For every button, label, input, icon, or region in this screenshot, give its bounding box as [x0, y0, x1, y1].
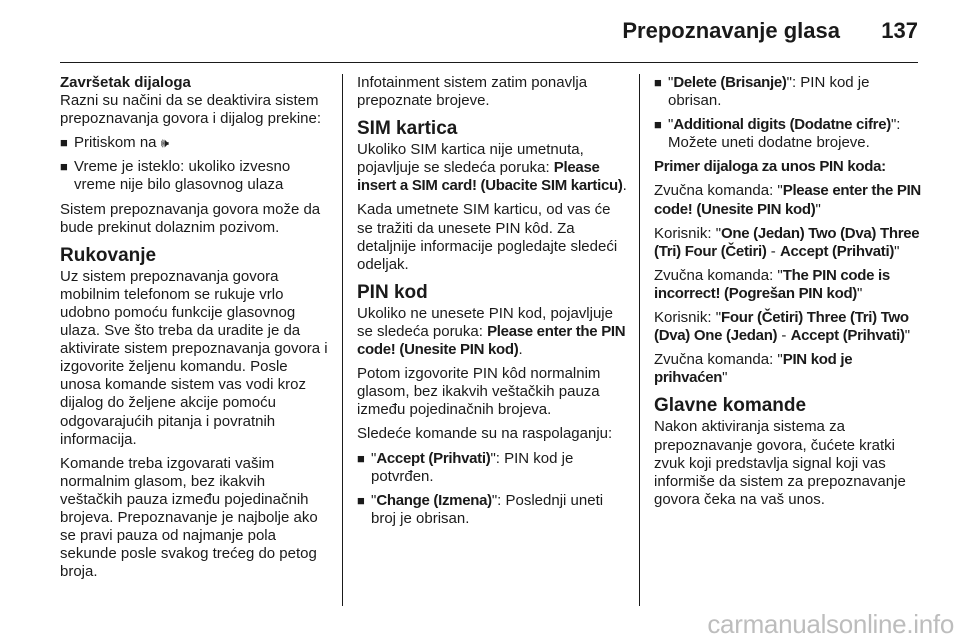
bullet-icon: ■: [654, 75, 662, 90]
list-item: [60, 134, 330, 152]
commands-list: [357, 450, 627, 528]
quote-mark: ": [894, 242, 900, 260]
speaker-label: Zvučna komanda:: [654, 266, 778, 284]
list-item: [60, 158, 330, 194]
dialog-line-voice: [654, 351, 924, 387]
command-description: : Poslednji uneti broj je obrisan.: [371, 491, 604, 527]
column-divider: [342, 74, 343, 606]
quote-mark: ": [786, 74, 792, 91]
paragraph-glavne: Nakon aktiviranja sistema za prepoznavanje govora, čućete kratki zvuk koji predstavlja signal koji vas informiše da sistem za prepoznavanje govora čeka na vaš unos.: [654, 418, 906, 508]
bullet-icon: ■: [654, 117, 662, 133]
dialog-text: One (Jedan) Two (Dva) Three (Tri) Four (Četiri): [654, 224, 920, 260]
voice-button-icon: 🕪: [160, 135, 169, 151]
dialog-text: Please enter the PIN code! (Unesite PIN kod): [654, 182, 921, 218]
command-name: Accept (Prihvati): [376, 449, 491, 467]
command-description: : Možete uneti dodatne brojeve.: [668, 116, 901, 152]
message-text: Please insert a SIM card! (Ubacite SIM karticu): [357, 159, 623, 195]
heading-glavne-komande: Glavne komande: [654, 395, 807, 417]
bullet-icon: ■: [357, 450, 365, 466]
column-2: [357, 74, 627, 534]
heading-rukovanje: Rukovanje: [60, 244, 157, 266]
page-header: [60, 0, 918, 60]
column-1: [60, 74, 330, 587]
separator: -: [766, 242, 780, 260]
quote-mark: ": [777, 182, 783, 200]
dialog-accept: Accept (Prihvati): [790, 327, 905, 345]
dialog-line-user: [654, 225, 924, 261]
command-name: Change (Izmena): [376, 491, 492, 509]
command-description: : PIN kod je potvrđen.: [371, 449, 574, 485]
bullet-icon: ■: [357, 492, 365, 508]
quote-mark: ": [722, 369, 728, 387]
quote-mark: ": [857, 284, 863, 302]
list-item: [357, 492, 627, 528]
page-number: 137: [881, 18, 918, 43]
dialog-text: The PIN code is incorrect! (Pogrešan PIN kod): [654, 266, 890, 302]
speaker-label: Korisnik:: [654, 224, 716, 242]
dialog-text: PIN kod je prihvaćen: [654, 351, 853, 387]
watermark: carmanualsonline.info: [707, 609, 954, 639]
deactivation-list: [60, 134, 330, 194]
message-text: Please enter the PIN code! (Unesite PIN kod): [357, 322, 626, 359]
quote-mark: ": [777, 266, 783, 284]
dialog-line-voice: [654, 267, 924, 303]
command-name: Additional digits (Dodatne cifre): [673, 116, 891, 134]
paragraph-repeat: Infotainment sistem zatim ponavlja prepoznate brojeve.: [357, 74, 588, 110]
dialog-text: Four (Četiri) Three (Tri) Two (Dva) One (Jedan): [654, 309, 909, 345]
separator: -: [777, 327, 791, 345]
speaker-label: Zvučna komanda:: [654, 351, 778, 369]
dialog-line-user: [654, 309, 924, 345]
text-run: .: [622, 177, 627, 195]
paragraph-rukovanje-1: Uz sistem prepoznavanja govora mobilnim telefonom se rukuje vrlo udobno pomoću funkcije glasovnog ulaza. Sve što treba da uradite je da aktivirate sistem prepoznavanja govora i izgovorite željenu komandu. Posle unosa komande sistem vas vodi kroz dijalog do željene akcije pomoću odgovarajućih pitanja i povratnih informacija.: [60, 267, 328, 448]
paragraph-sim-1: [357, 141, 627, 195]
list-item: [654, 116, 924, 152]
paragraph-pin-2: Potom izgovorite PIN kôd normalnim glasom, bez ikakvih veštačkih pauza između pojedinačnih brojeva.: [357, 365, 601, 419]
column-3: [654, 74, 924, 515]
header-title: Prepoznavanje glasa: [622, 18, 840, 43]
quote-mark: ": [815, 200, 821, 218]
text-run: .: [518, 341, 523, 359]
command-name: Delete (Brisanje): [673, 74, 787, 91]
list-item: [654, 74, 924, 110]
quote-mark: ": [715, 309, 722, 327]
dialog-line-voice: [654, 182, 924, 218]
quote-mark: ": [777, 351, 783, 369]
text-run: Ukoliko SIM kartica nije umetnuta, pojavljuje se sledeća poruka:: [357, 141, 584, 177]
paragraph-deactivation-intro: Razni su načini da se deaktivira sistem prepoznavanja govora i dijalog prekine:: [60, 92, 322, 128]
paragraph-interrupt: Sistem prepoznavanja govora može da bude prekinut dolaznim pozivom.: [60, 200, 321, 236]
heading-pin-kod: PIN kod: [357, 281, 428, 303]
quote-mark: ": [904, 327, 911, 345]
quote-mark: ": [371, 491, 377, 509]
speaker-label: Korisnik:: [654, 309, 716, 327]
command-description: : PIN kod je obrisan.: [668, 74, 870, 110]
paragraph-rukovanje-2: Komande treba izgovarati vašim normalnim glasom, bez ikakvih veštačkih pauza između pojedinačnih brojeva. Prepoznavanje je najbolje ako se pravi pauza od najmanje pola sekunde posle svakog trećeg do petog broja.: [60, 454, 318, 581]
quote-mark: ": [490, 449, 496, 467]
quote-mark: ": [668, 74, 674, 91]
heading-sim-kartica: SIM kartica: [357, 118, 458, 140]
quote-mark: ": [668, 116, 674, 134]
bullet-icon: ■: [60, 159, 68, 175]
bullet-icon: ■: [60, 135, 68, 151]
quote-mark: ": [371, 449, 377, 467]
paragraph-commands-intro: Sledeće komande su na raspolaganju:: [357, 425, 613, 443]
column-divider: [639, 74, 640, 606]
paragraph-sim-2: Kada umetnete SIM karticu, od vas će se tražiti da unesete PIN kôd. Za detaljnije informacije pogledajte sledeći odeljak.: [357, 201, 618, 273]
heading-zavrsetak-dijaloga: Završetak dijaloga: [60, 74, 191, 91]
quote-mark: ": [491, 491, 498, 509]
quote-mark: ": [715, 224, 722, 242]
header-rule: [60, 62, 918, 63]
list-item-text: Pritiskom na: [74, 134, 157, 152]
text-run: Ukoliko ne unesete PIN kod, pojavljuje se sledeća poruka:: [357, 304, 613, 340]
heading-pin-dialog-example: Primer dijaloga za unos PIN koda:: [654, 158, 886, 176]
commands-list-continued: [654, 74, 924, 152]
paragraph-pin-1: [357, 305, 627, 359]
list-item: [357, 450, 627, 486]
speaker-label: Zvučna komanda:: [654, 182, 778, 200]
quote-mark: ": [890, 116, 897, 134]
dialog-accept: Accept (Prihvati): [779, 242, 895, 260]
list-item-text: Vreme je isteklo: ukoliko izvesno vreme nije bilo glasovnog ulaza: [74, 158, 291, 194]
